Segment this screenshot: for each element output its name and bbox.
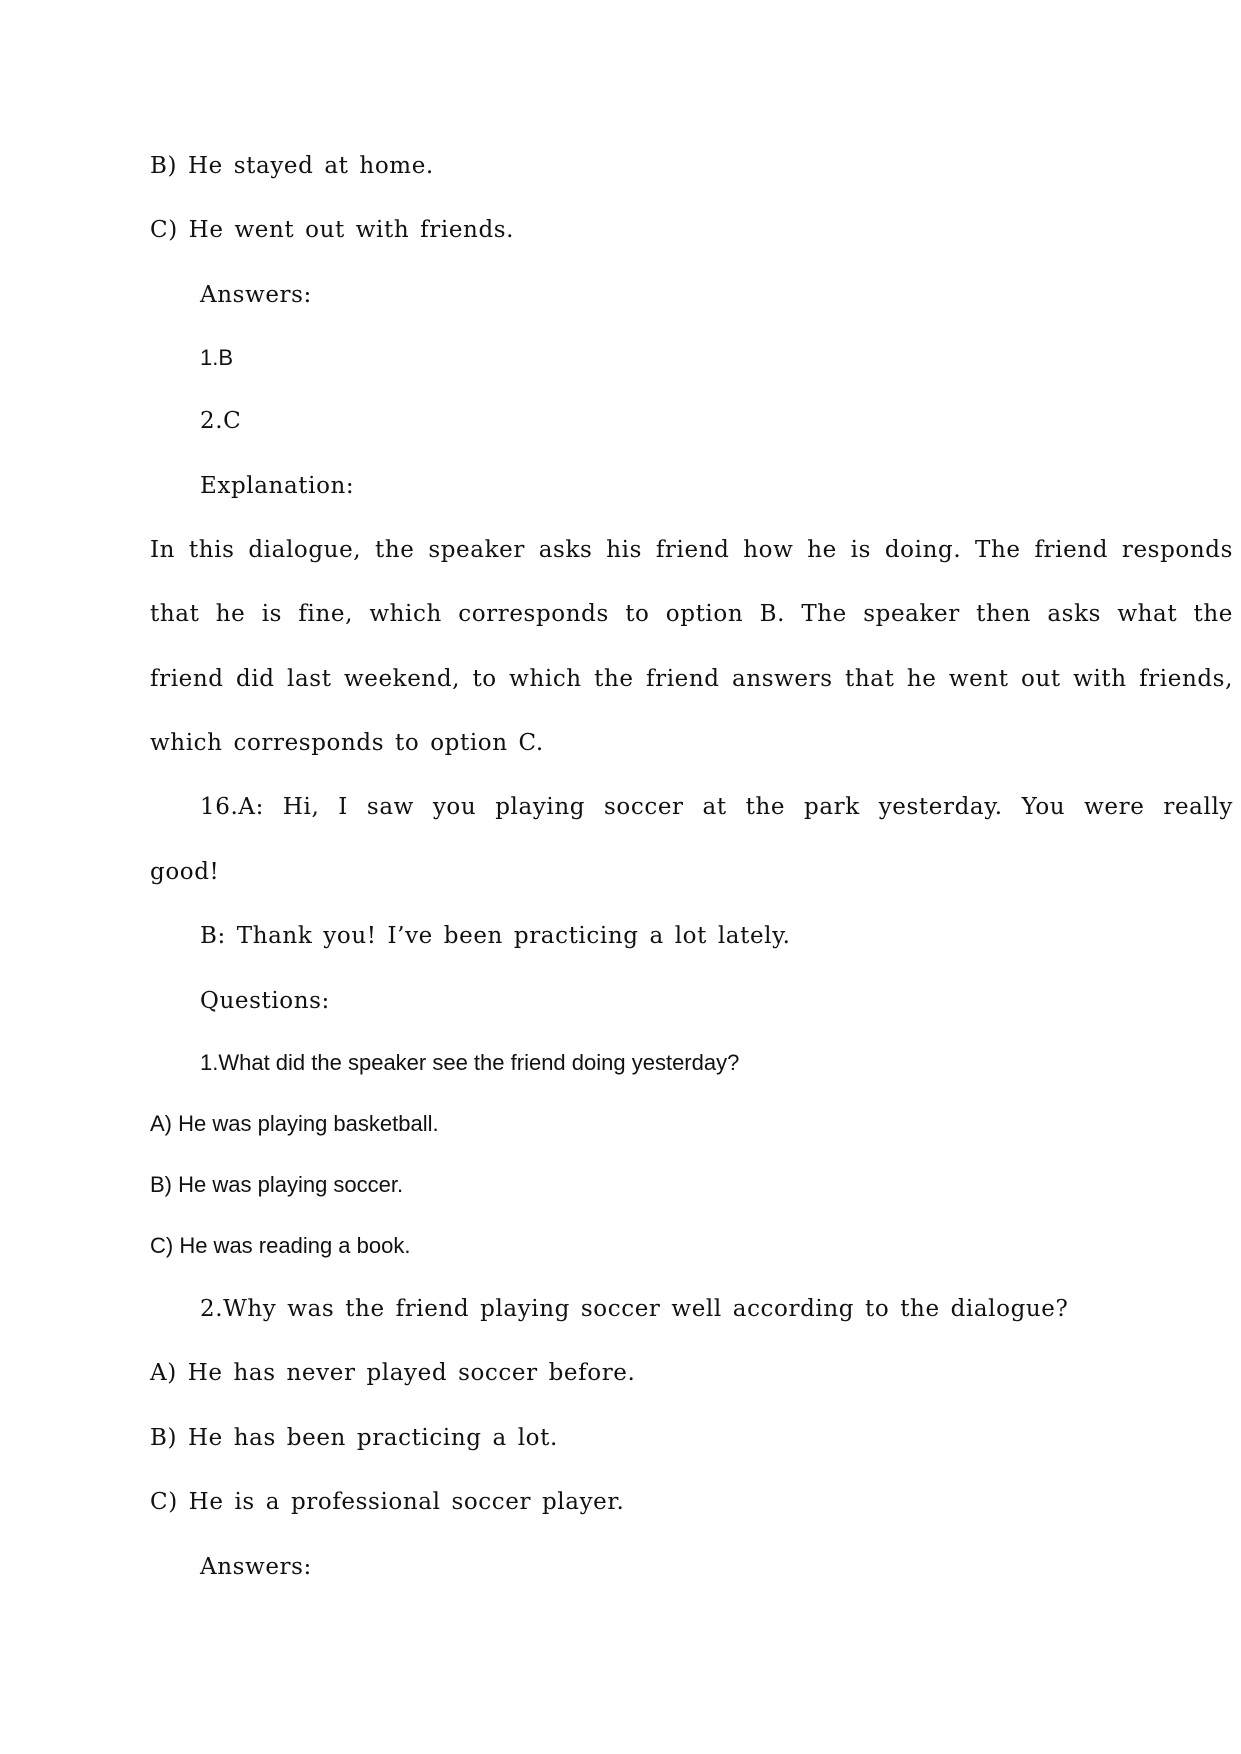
previous-option-c: C) He went out with friends. [150, 217, 515, 243]
previous-option-b: B) He stayed at home. [150, 153, 434, 179]
question-1: 1.What did the speaker see the friend doing yesterday? [200, 1050, 740, 1075]
dialogue-line-b: B: Thank you! I’ve been practicing a lot lately. [200, 923, 791, 949]
question-1-option-b: B) He was playing soccer. [150, 1172, 404, 1197]
answers-heading: Answers: [200, 282, 312, 308]
explanation-line: which corresponds to option C. [150, 730, 544, 756]
question-1-option-c: C) He was reading a book. [150, 1233, 411, 1258]
questions-heading: Questions: [200, 988, 330, 1014]
question-1-option-a: A) He was playing basketball. [150, 1111, 439, 1136]
answers-heading-2: Answers: [200, 1554, 312, 1580]
question-2-option-a: A) He has never played soccer before. [150, 1360, 636, 1386]
question-2-option-b: B) He has been practicing a lot. [150, 1425, 558, 1451]
answer-2: 2.C [200, 408, 242, 434]
answer-1: 1.B [200, 345, 234, 370]
explanation-line: that he is fine, which corresponds to option B. The speaker then asks what the [150, 601, 1233, 627]
question-2-option-c: C) He is a professional soccer player. [150, 1489, 625, 1515]
explanation-heading: Explanation: [200, 473, 355, 499]
explanation-line: In this dialogue, the speaker asks his friend how he is doing. The friend responds [150, 537, 1233, 563]
question-2: 2.Why was the friend playing soccer well according to the dialogue? [200, 1296, 1069, 1322]
explanation-line: friend did last weekend, to which the friend answers that he went out with friends, [150, 666, 1233, 692]
dialogue-line-a-continued: good! [150, 859, 220, 885]
dialogue-line-a: 16.A: Hi, I saw you playing soccer at the park yesterday. You were really [200, 794, 1233, 820]
